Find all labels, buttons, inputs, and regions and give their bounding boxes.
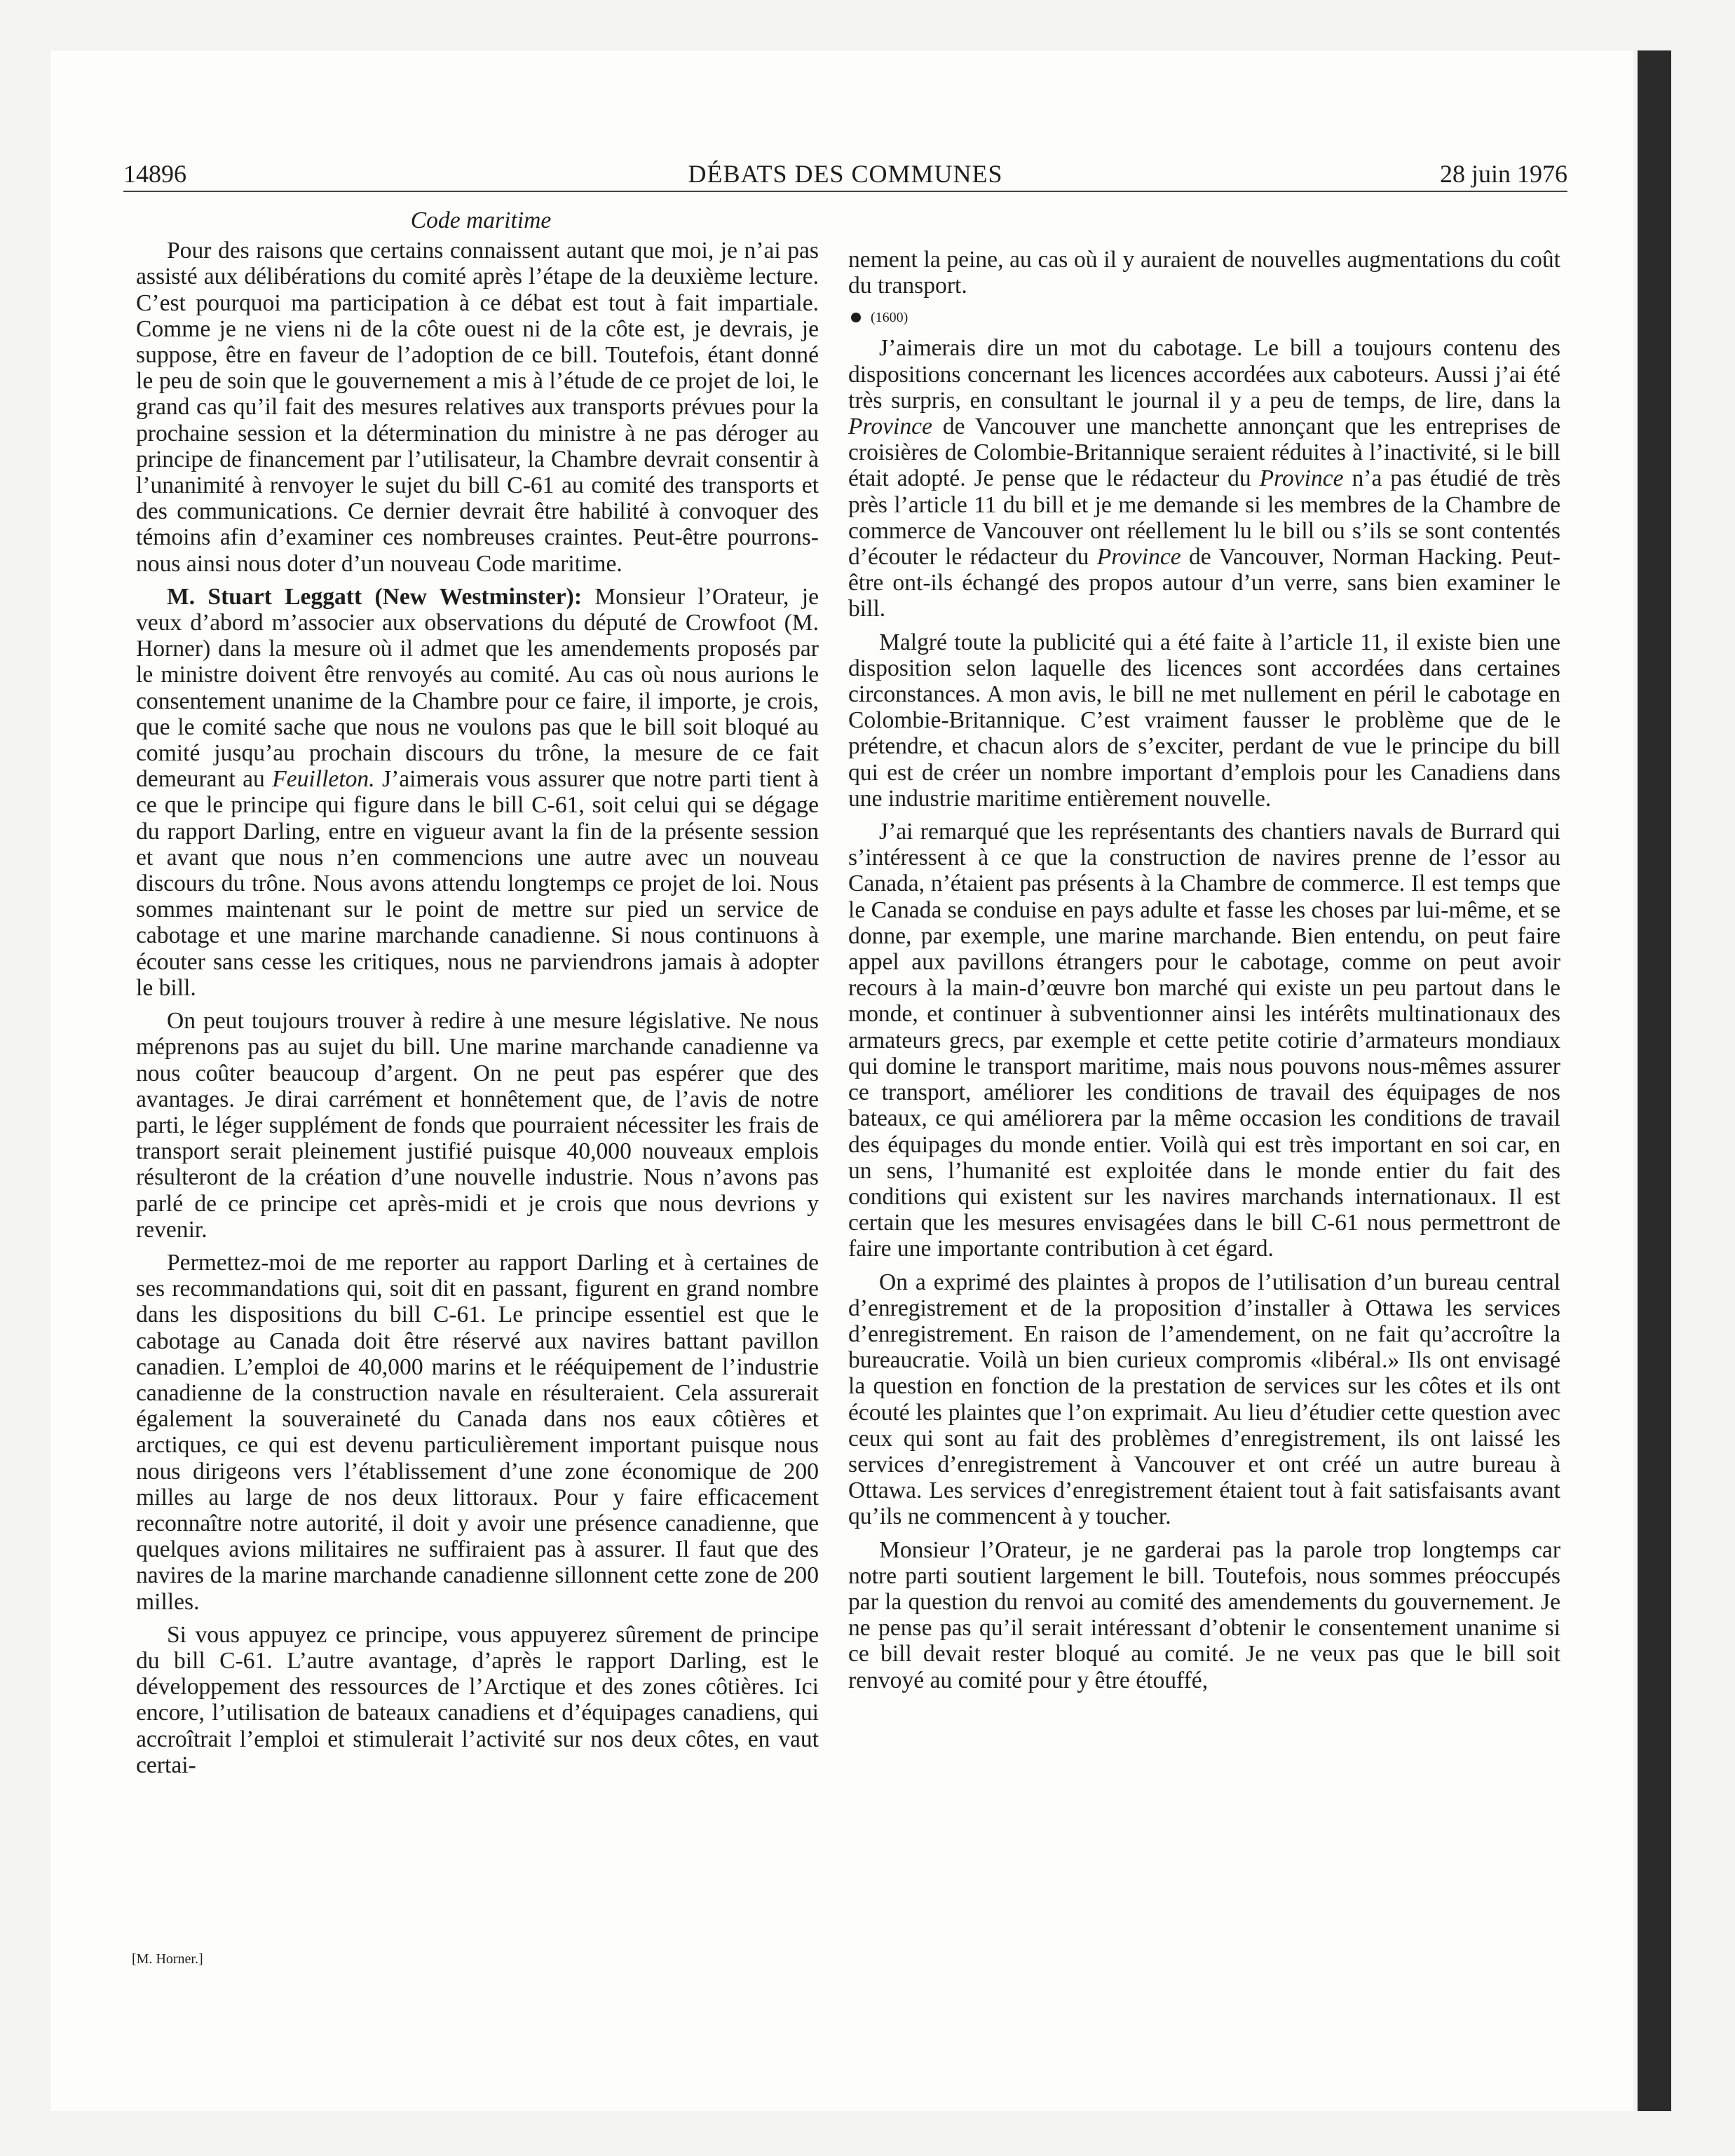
speaker-name: M. Stuart Leggatt (New Westminster): xyxy=(167,583,583,610)
paragraph: Si vous appuyez ce principe, vous appuyerez sûrement de principe du bill C-61. L’autre avantage, d’après le rapport Darling, est le développement des ressources de l’Arctique et des zones côtières. Ici encore, l’utilisation de bateaux canadiens et d’équipages canadiens, qui accroîtrait l’emploi et stimulerait l’activité sur nos deux côtes, en vaut certai- xyxy=(136,1621,819,1778)
paragraph-text: J’aimerais dire un mot du cabotage. Le bill a toujours contenu des dispositions concernant les licences accordées aux caboteurs. Aussi j’ai été très surpris, en consultant le journal il y a peu de temps, de lire, dans la xyxy=(848,335,1560,414)
paragraph-text: de Vancouver une manchette annonçant que les entreprises de croisières de Colombie-Britannique seraient réduites à l’inactivité, si le bill était adopté. Je pense que le rédacteur du xyxy=(848,414,1560,492)
right-column xyxy=(848,247,1560,1700)
paragraph: nement la peine, au cas où il y auraient de nouvelles augmentations du coût du transport. xyxy=(848,247,1560,299)
italic-text: Province xyxy=(1096,544,1181,571)
italic-text: Province xyxy=(1259,465,1344,492)
paragraph: Malgré toute la publicité qui a été faite à l’article 11, il existe bien une disposition selon laquelle des licences sont accordées dans certaines circonstances. A mon avis, le bill ne met nullement en péril le cabotage en Colombie-Britannique. C’est vraiment fausser le problème que de le prétendre, et chacun alors de s’exciter, perdant de vue le principe du bill qui est de créer un nombre important d’emplois pour les Canadiens dans une industrie maritime entièrement nouvelle. xyxy=(848,629,1560,812)
italic-text: Province xyxy=(848,414,932,440)
italic-text: Feuilleton. xyxy=(272,766,375,793)
publication-date: 28 juin 1976 xyxy=(1439,160,1567,188)
paragraph-text: Monsieur l’Orateur, je veux d’abord m’associer aux observations du député de Crowfoot (M. Horner) dans la mesure où il admet que les amendements proposés par le ministre doivent être renvoyés au comité. Au cas où nous aurions le consentement unanime de la Chambre pour ce faire, il importe, je crois, que le comité sache que nous ne voulons pas que le bill soit bloqué au comité jusqu’au prochain discours du trône, la mesure de ce fait demeurant au xyxy=(136,583,819,793)
paragraph: Pour des raisons que certains connaissent autant que moi, je n’ai pas assisté aux délibérations du comité après l’étape de la deuxième lecture. C’est pourquoi ma participation à ce débat est tout à fait impartiale. Comme je ne viens ni de la côte ouest ni de la côte est, je devrais, je suppose, être en faveur de l’adoption de ce bill. Toutefois, étant donné le peu de soin que le gouvernement a mis à l’étude de ce projet de loi, le grand cas qu’il fait des mesures relatives aux transports prévues pour la prochaine session et la détermination du ministre à ne pas déroger au principe de financement par l’utilisateur, la Chambre devrait consentir à l’unanimité à renvoyer le sujet du bill C-61 au comité des transports et des communications. Ce dernier devrait être habilité à convoquer des témoins afin d’examiner ces nombreuses craintes. Peut-être pourrons-nous ainsi nous doter d’un nouveau Code maritime. xyxy=(136,238,819,577)
scan-edge xyxy=(1638,50,1671,2111)
page-number: 14896 xyxy=(123,160,186,188)
time-marker-text: (1600) xyxy=(871,310,909,326)
paragraph-text: J’aimerais vous assurer que notre parti tient à ce que le principe qui figure dans le bill C-61, soit celui qui se dégage du rapport Darling, entre en vigueur avant la fin de la présente session et avant que nous n’en commencions une autre avec un nouveau discours du trône. Nous avons attendu longtemps ce projet de loi. Nous sommes maintenant sur le point de mettre sur pied un service de cabotage et une marine marchande canadienne. Si nous continuons à écouter sans cesse les critiques, nous ne parviendrons jamais à adopter le bill. xyxy=(136,766,819,1001)
paragraph-text: n’a pas étudié de très près l’article 11 du bill et je me demande si les membres de la Chambre de commerce de Vancouver ont réellement lu le bill ou s’ils se sont contentés d’écouter le rédacteur du xyxy=(848,465,1561,571)
paragraph: Permettez-moi de me reporter au rapport Darling et à certaines de ses recommandations qui, soit dit en passant, figurent en grand nombre dans les dispositions du bill C-61. Le principe essentiel est que le cabotage au Canada doit être réservé aux navires battant pavillon canadien. L’emploi de 40,000 marins et le rééquipement de l’industrie canadienne de la construction navale en résulteraient. Cela assurerait également la souveraineté du Canada dans nos eaux côtières et arctiques, ce qui est devenu particulièrement important puisque nous nous dirigeons vers l’établissement d’une zone économique de 200 milles au large de nos deux littoraux. Pour y faire efficacement reconnaître notre autorité, il doit y avoir une présence canadienne, que quelques avions militaires ne suffiraient pas à assurer. Il faut que des navires de la marine marchande canadienne sillonnent cette zone de 200 milles. xyxy=(136,1249,819,1615)
page-header xyxy=(123,156,1567,192)
paragraph: J’ai remarqué que les représentants des chantiers navals de Burrard qui s’intéressent à ce que la construction de navires prenne de l’essor au Canada, n’étaient pas présents à la Chambre de commerce. Il est temps que le Canada se conduise en pays adulte et fasse les choses par lui-même, et se donne, par exemple, une marine marchande. Bien entendu, on peut faire appel aux pavillons étrangers pour le cabotage, comme on peut avoir recours à la main-d’œuvre bon marché qui existe un peu partout dans le monde, et continuer à subventionner ainsi les intérêts multinationaux des armateurs grecs, par exemple et cette petite cotirie d’armateurs mondiaux qui domine le transport maritime, mais nous pouvons nous-mêmes assurer ce transport, améliorer les conditions de travail des équipages de nos bateaux, ce qui améliorera par la même occasion les conditions de travail des équipages du monde entier. Voilà qui est très important en soi car, en un sens, l’humanité est exploitée dans le monde entier du fait des conditions qui existent sur les navires marchands internationaux. Il est certain que les mesures envisagées dans le bill C-61 nous permettront de faire une importante contribution à cet égard. xyxy=(848,819,1560,1262)
publication-title: DÉBATS DES COMMUNES xyxy=(688,160,1003,188)
paragraph xyxy=(848,335,1560,622)
paragraph xyxy=(136,584,819,1001)
footer-note: [M. Horner.] xyxy=(132,1951,203,1967)
section-title: Code maritime xyxy=(410,207,552,233)
header-rule xyxy=(123,191,1567,192)
paragraph: On peut toujours trouver à redire à une mesure législative. Ne nous méprenons pas au sujet du bill. Une marine marchande canadienne va nous coûter beaucoup d’argent. On ne peut pas espérer que des avantages. Je dirai carrément et honnêtement que, de l’avis de notre parti, le léger supplément de fonds que pourraient nécessiter les frais de transport serait pleinement justifié puisque 40,000 nouveaux emplois résulteront de la création d’une nouvelle industrie. Nous n’avons pas parlé de ce principe cet après-midi et je crois que nous devrions y revenir. xyxy=(136,1008,819,1243)
left-column xyxy=(136,207,819,1785)
paragraph: Monsieur l’Orateur, je ne garderai pas la parole trop longtemps car notre parti soutient largement le bill. Toutefois, nous sommes préoccupés par la question du renvoi au comité des amendements du gouvernement. Je ne pense pas qu’il serait intéressant d’obtenir le consentement unanime si ce bill devait rester bloqué au comité. Je ne veux pas que le bill soit renvoyé au comité pour y être étouffé, xyxy=(848,1536,1560,1693)
paragraph: On a exprimé des plaintes à propos de l’utilisation d’un bureau central d’enregistrement et de la proposition d’installer à Ottawa les services d’enregistrement. En raison de l’amendement, on ne fait qu’accroître la bureaucratie. Voilà un bien curieux compromis «libéral.» Ils ont envisagé la question en fonction de la prestation de services sur les côtes et ils ont écouté les plaintes que l’on exprimait. Au lieu d’étudier cette question avec ceux qui sont au fait des problèmes d’enregistrement, ils ont laissé les services d’enregistrement à Vancouver et ont créé un autre bureau à Ottawa. Les services d’enregistrement étaient tout à fait satisfaisants avant qu’ils ne commencent à y toucher. xyxy=(848,1269,1560,1530)
paragraph-text: de Vancouver, Norman Hacking. Peut-être ont-ils échangé des propos autour d’un verre, sans bien examiner le bill. xyxy=(848,544,1560,622)
time-marker xyxy=(851,307,1560,328)
bullet-icon xyxy=(851,313,861,322)
